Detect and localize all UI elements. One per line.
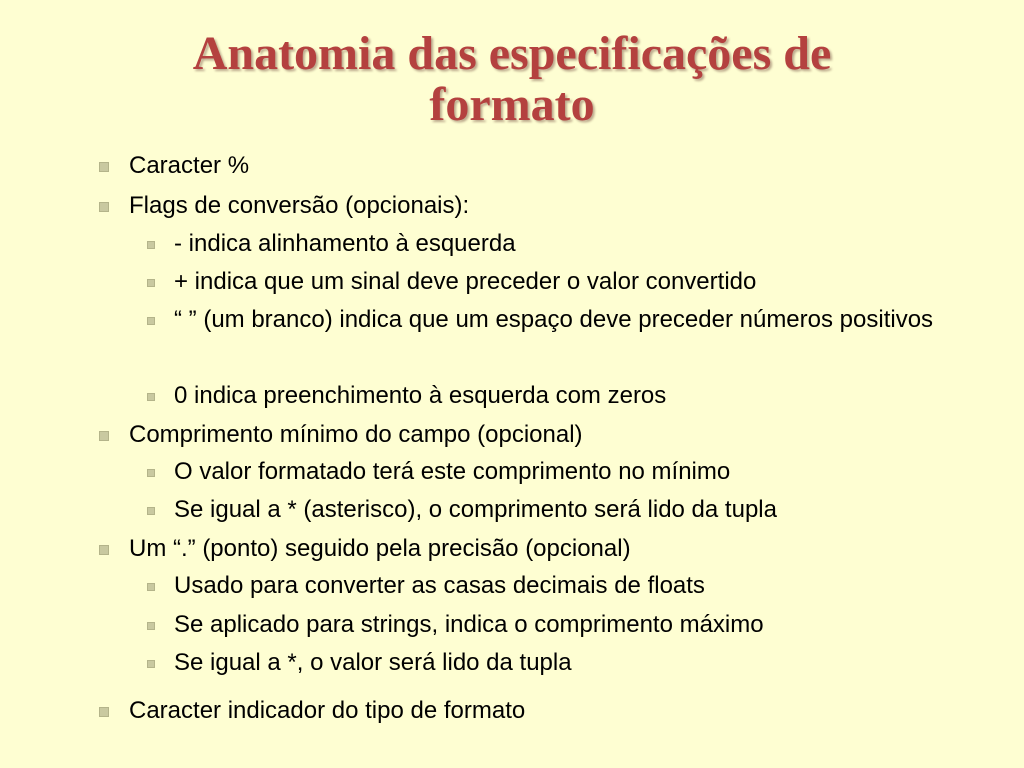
sub-bullet-item-min-length xyxy=(174,453,730,491)
bullet-text: Se igual a *, o valor será lido da tupla xyxy=(174,649,572,676)
square-bullet-icon xyxy=(99,431,109,441)
slide-title-line-1: Anatomia das especificações de xyxy=(192,27,832,80)
bullet-text: Um “.” (ponto) seguido pela precisão (opcional) xyxy=(129,535,631,562)
square-bullet-icon xyxy=(147,583,155,591)
bullet-text: + indica que um sinal deve preceder o valor convertido xyxy=(174,268,757,295)
square-bullet-icon xyxy=(99,545,109,555)
sub-bullet-item-minus-flag xyxy=(174,225,516,263)
bullet-item-precision xyxy=(129,530,631,568)
bullet-text: “ ” (um branco) indica que um espaço deve preceder números positivos xyxy=(174,306,934,333)
bullet-text: O valor formatado terá este comprimento no mínimo xyxy=(174,458,731,485)
bullet-text: 0 indica preenchimento à esquerda com zeros xyxy=(174,382,667,409)
square-bullet-icon xyxy=(99,707,109,717)
square-bullet-icon xyxy=(147,622,155,630)
bullet-text: Caracter % xyxy=(129,152,250,179)
sub-bullet-item-space-flag xyxy=(174,301,964,339)
square-bullet-icon xyxy=(147,317,155,325)
sub-bullet-item-string-max xyxy=(174,606,764,644)
bullet-text: - indica alinhamento à esquerda xyxy=(174,230,516,257)
bullet-text: Usado para converter as casas decimais de floats xyxy=(174,572,705,599)
bullet-item-type-indicator xyxy=(129,692,525,730)
bullet-text: Caracter indicador do tipo de formato xyxy=(129,697,526,724)
square-bullet-icon xyxy=(147,469,155,477)
square-bullet-icon xyxy=(99,202,109,212)
bullet-text: Se igual a * (asterisco), o comprimento será lido da tupla xyxy=(174,496,777,523)
sub-bullet-item-zero-flag xyxy=(174,377,666,415)
square-bullet-icon xyxy=(99,162,109,172)
slide-title-line-2: formato xyxy=(429,78,595,131)
sub-bullet-item-plus-flag xyxy=(174,263,756,301)
bullet-text: Comprimento mínimo do campo (opcional) xyxy=(129,421,583,448)
sub-bullet-item-asterisk-width xyxy=(174,491,777,529)
square-bullet-icon xyxy=(147,279,155,287)
sub-bullet-item-asterisk-precision xyxy=(174,644,572,682)
square-bullet-icon xyxy=(147,507,155,515)
bullet-item-conversion-flags xyxy=(129,187,469,225)
bullet-text: Se aplicado para strings, indica o comprimento máximo xyxy=(174,611,764,638)
square-bullet-icon xyxy=(147,241,155,249)
bullet-text: Flags de conversão (opcionais): xyxy=(129,192,470,219)
sub-bullet-item-float-decimals xyxy=(174,567,705,605)
square-bullet-icon xyxy=(147,393,155,401)
bullet-item-minimum-width xyxy=(129,416,583,454)
square-bullet-icon xyxy=(147,660,155,668)
bullet-item-percent-char xyxy=(129,147,249,185)
